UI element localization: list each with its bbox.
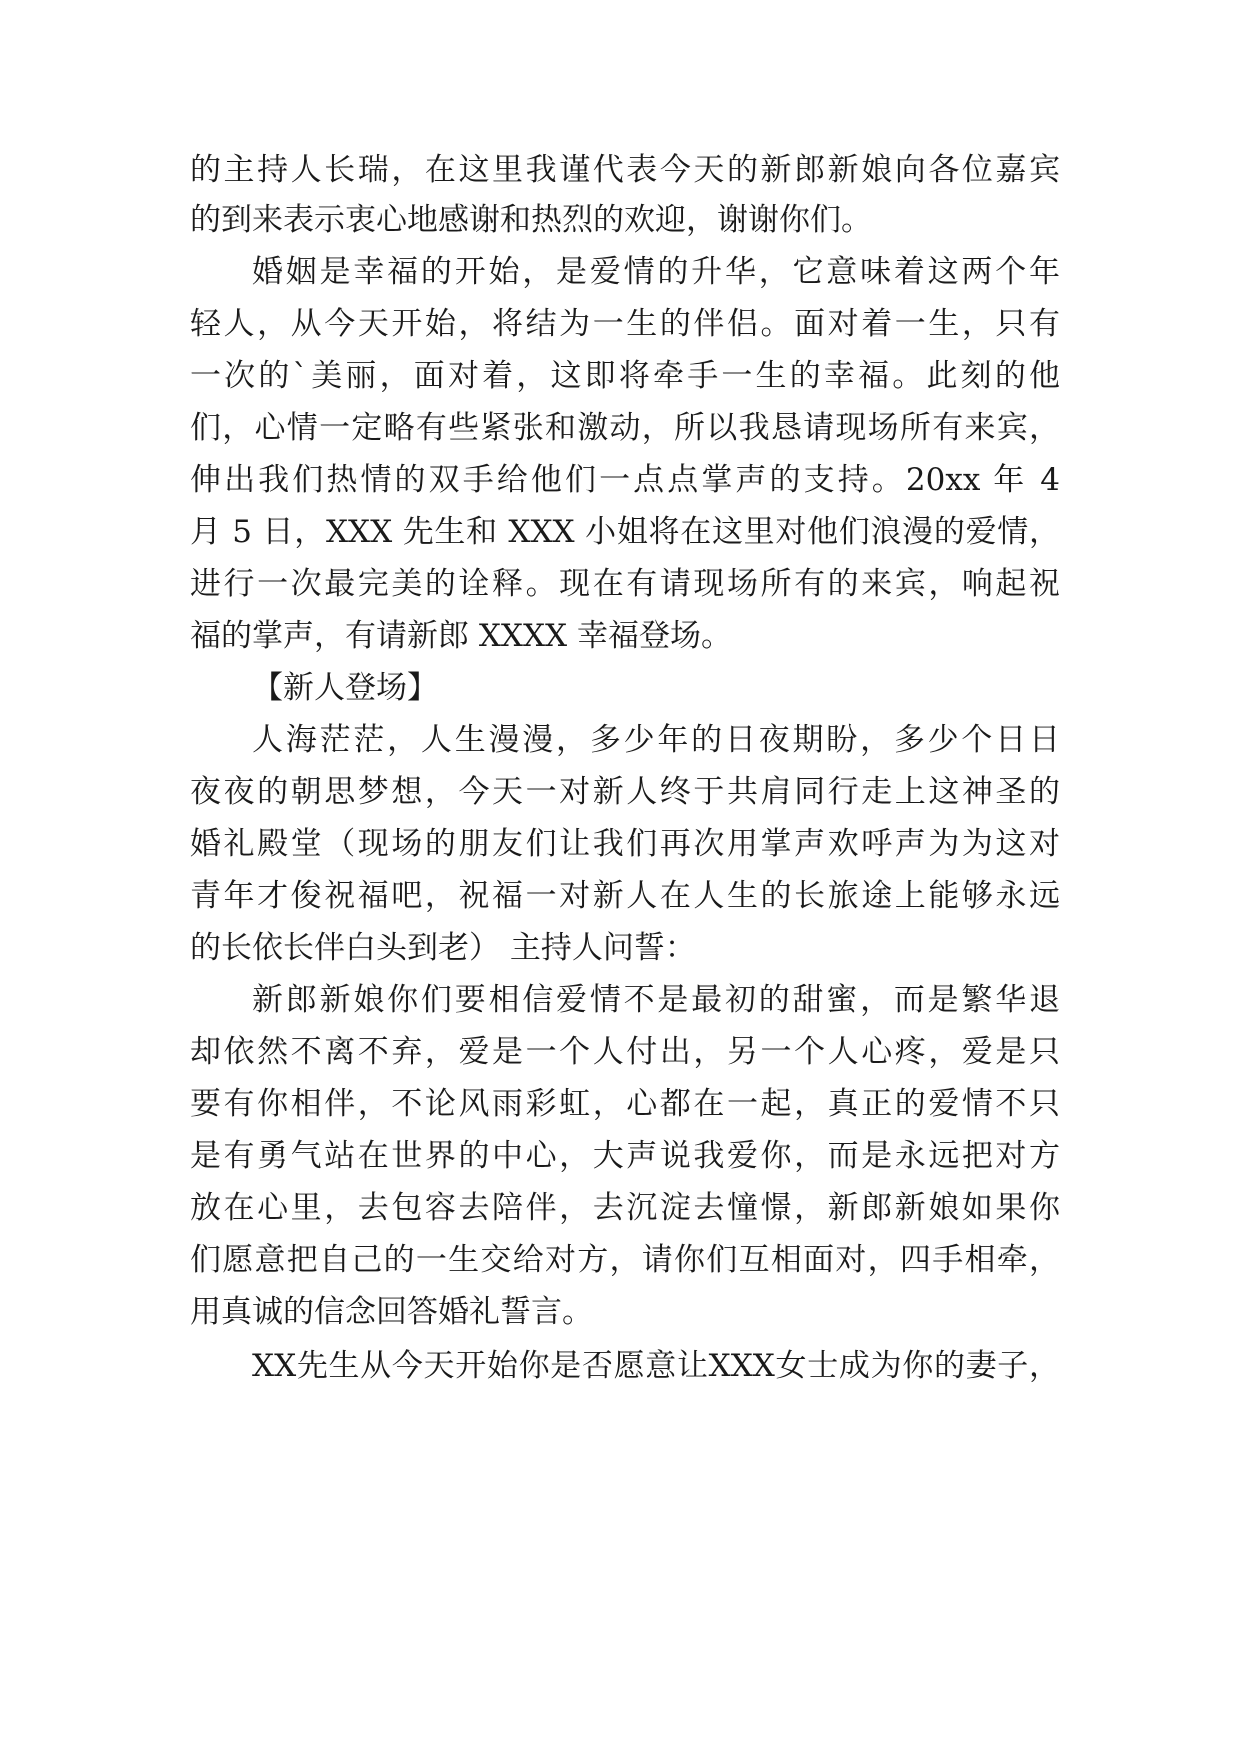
text-line: 的主持人长瑞，在这里我谨代表今天的新郎新娘向各位嘉宾 <box>190 152 1060 188</box>
section-heading: 【新人登场】 <box>252 670 438 706</box>
text-line: 的到来表示衷心地感谢和热烈的欢迎，谢谢你们。 <box>190 202 872 238</box>
text-line: 要有你相伴，不论风雨彩虹，心都在一起，真正的爱情不只 <box>190 1086 1060 1122</box>
text-line: 婚姻是幸福的开始，是爱情的升华，它意味着这两个年 <box>252 254 1060 290</box>
text-line: 进行一次最完美的诠释。现在有请现场所有的来宾，响起祝 <box>190 566 1060 602</box>
text-line: 青年才俊祝福吧，祝福一对新人在人生的长旅途上能够永远 <box>190 878 1060 914</box>
text-line: 们，心情一定略有些紧张和激动，所以我恳请现场所有来宾， <box>190 410 1060 446</box>
text-line: 婚礼殿堂（现场的朋友们让我们再次用掌声欢呼声为为这对 <box>190 826 1060 862</box>
text-line: 新郎新娘你们要相信爱情不是最初的甜蜜，而是繁华退 <box>252 982 1060 1018</box>
text-line: 的长依长伴白头到老） 主持人问誓： <box>190 930 696 966</box>
text-line: 用真诚的信念回答婚礼誓言。 <box>190 1294 593 1330</box>
text-line: 放在心里，去包容去陪伴，去沉淀去憧憬，新郎新娘如果你 <box>190 1190 1060 1226</box>
text-line: XX先生从今天开始你是否愿意让XXX女士成为你的妻子， <box>252 1348 1060 1384</box>
text-line: 却依然不离不弃，爱是一个人付出，另一个人心疼，爱是只 <box>190 1034 1060 1070</box>
text-line: 轻人，从今天开始，将结为一生的伴侣。面对着一生，只有 <box>190 306 1060 342</box>
text-line: 伸出我们热情的双手给他们一点点掌声的支持。20xx 年 4 <box>190 462 1060 498</box>
text-line: 们愿意把自己的一生交给对方，请你们互相面对，四手相牵， <box>190 1242 1060 1278</box>
text-line: 一次的`美丽，面对着，这即将牵手一生的幸福。此刻的他 <box>190 358 1060 394</box>
text-line: 月 5 日，XXX 先生和 XXX 小姐将在这里对他们浪漫的爱情， <box>190 514 1060 550</box>
text-line: 福的掌声，有请新郎 XXXX 幸福登场。 <box>190 618 732 654</box>
text-line: 人海茫茫，人生漫漫，多少年的日夜期盼，多少个日日 <box>252 722 1060 758</box>
text-line: 夜夜的朝思梦想，今天一对新人终于共肩同行走上这神圣的 <box>190 774 1060 810</box>
text-line: 是有勇气站在世界的中心，大声说我爱你，而是永远把对方 <box>190 1138 1060 1174</box>
